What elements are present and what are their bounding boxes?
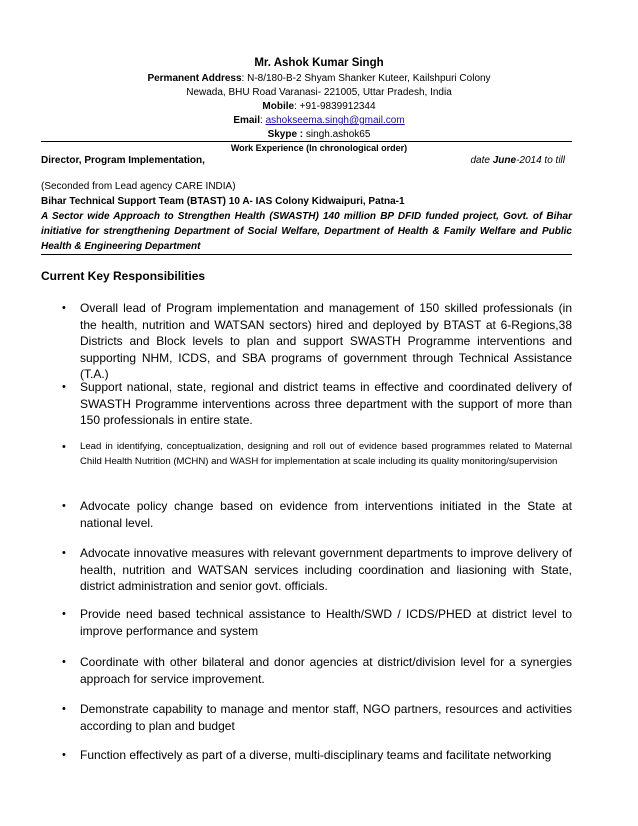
skype-label: Skype : [267,129,304,140]
bullet-icon: • [62,656,66,668]
bullet-icon: • [62,703,66,715]
role-title: Director, Program Implementation, [41,155,205,166]
list-item-text: Lead in identifying, conceptualization, designing and roll out of evidence based programmes related to Maternal Child Health Nutrition (MCHN) and WASH for implementation at scale including its quality monitoring/supervision [80,441,572,467]
list-item [62,300,572,383]
list-item [62,747,572,764]
address-line-1 [0,72,638,85]
bullet-icon: • [62,547,66,559]
skype-line [0,128,638,141]
skype-value: singh.ashok65 [303,129,371,140]
list-item-text: Function effectively as part of a diverse, multi-disciplinary teams and facilitate networking [80,748,552,762]
address-line-2: Newada, BHU Road Varanasi- 221005, Uttar Pradesh, India [186,87,452,98]
bullet-icon: • [62,302,66,314]
list-item-text: Demonstrate capability to manage and mentor staff, NGO partners, resources and activities according to plan and budget [80,702,572,733]
list-item [62,440,572,469]
list-item [62,701,572,734]
header-divider [41,141,572,142]
list-item-text: Advocate innovative measures with relevant government departments to improve delivery of health, nutrition and WATSAN services including coordination and liasioning with State, district administration and senior govt. officials. [80,546,572,593]
date-prefix: date [470,155,493,166]
seconded-note: (Seconded from Lead agency CARE INDIA) [41,181,236,192]
date-month: June [492,155,517,166]
section-divider [41,254,572,255]
mobile-line [0,100,638,113]
email-label: Email [233,115,260,126]
email-link[interactable]: ashokseema.singh@gmail.com [265,115,405,126]
bullet-icon: • [62,500,66,512]
candidate-name: Mr. Ashok Kumar Singh [254,57,384,69]
list-item [62,498,572,531]
bullet-icon: • [62,608,66,620]
address-label: Permanent Address [147,73,242,84]
project-description: A Sector wide Approach to Strengthen Health (SWASTH) 140 million BP DFID funded project, Govt. of Bihar initiative for strengthening Department of Social Welfare, Department of Health & Family Welfare and Public Health & Engineering Department [41,211,572,252]
work-experience-heading: Work Experience (In chronological order) [230,143,408,153]
mobile-value: : +91-9839912344 [294,101,376,112]
list-item-text: Overall lead of Program implementation and management of 150 skilled professionals (in the health, nutrition and WATSAN sectors) hired and deployed by BTAST at 6-Regions,38 Districts and Block levels to plan and support SWASTH Programme interventions and supporting NHM, ICDS, and SBA programs of government through Technical Assistance (T.A.) [80,301,572,381]
address-value: : N-8/180-B-2 Shyam Shanker Kuteer, Kailshpuri Colony [241,73,491,84]
list-item [62,379,572,429]
list-item-text: Provide need based technical assistance to Health/SWD / ICDS/PHED at district level to improve performance and system [80,607,572,638]
email-line: Email: ashokseema.singh@gmail.com [233,115,405,126]
list-item [62,606,572,639]
list-item [62,545,572,595]
bullet-icon: • [62,441,66,453]
list-item-text: Advocate policy change based on evidence from interventions initiated in the State at national level. [80,499,572,530]
responsibilities-heading: Current Key Responsibilities [41,269,206,283]
team-name: Bihar Technical Support Team (BTAST) 10 A- IAS Colony Kidwaipuri, Patna-1 [41,196,405,207]
list-item-text: Support national, state, regional and district teams in effective and coordinated delivery of SWASTH Programme interventions across three department with the support of more than 150 professionals in entire state. [80,380,572,427]
list-item [62,654,572,687]
role-date [470,155,565,166]
mobile-label: Mobile [262,101,295,112]
bullet-icon: • [62,381,66,393]
date-suffix: -2014 to till [516,155,565,166]
bullet-icon: • [62,749,66,761]
list-item-text: Coordinate with other bilateral and donor agencies at district/division level for a synergies approach for service improvement. [80,655,572,686]
